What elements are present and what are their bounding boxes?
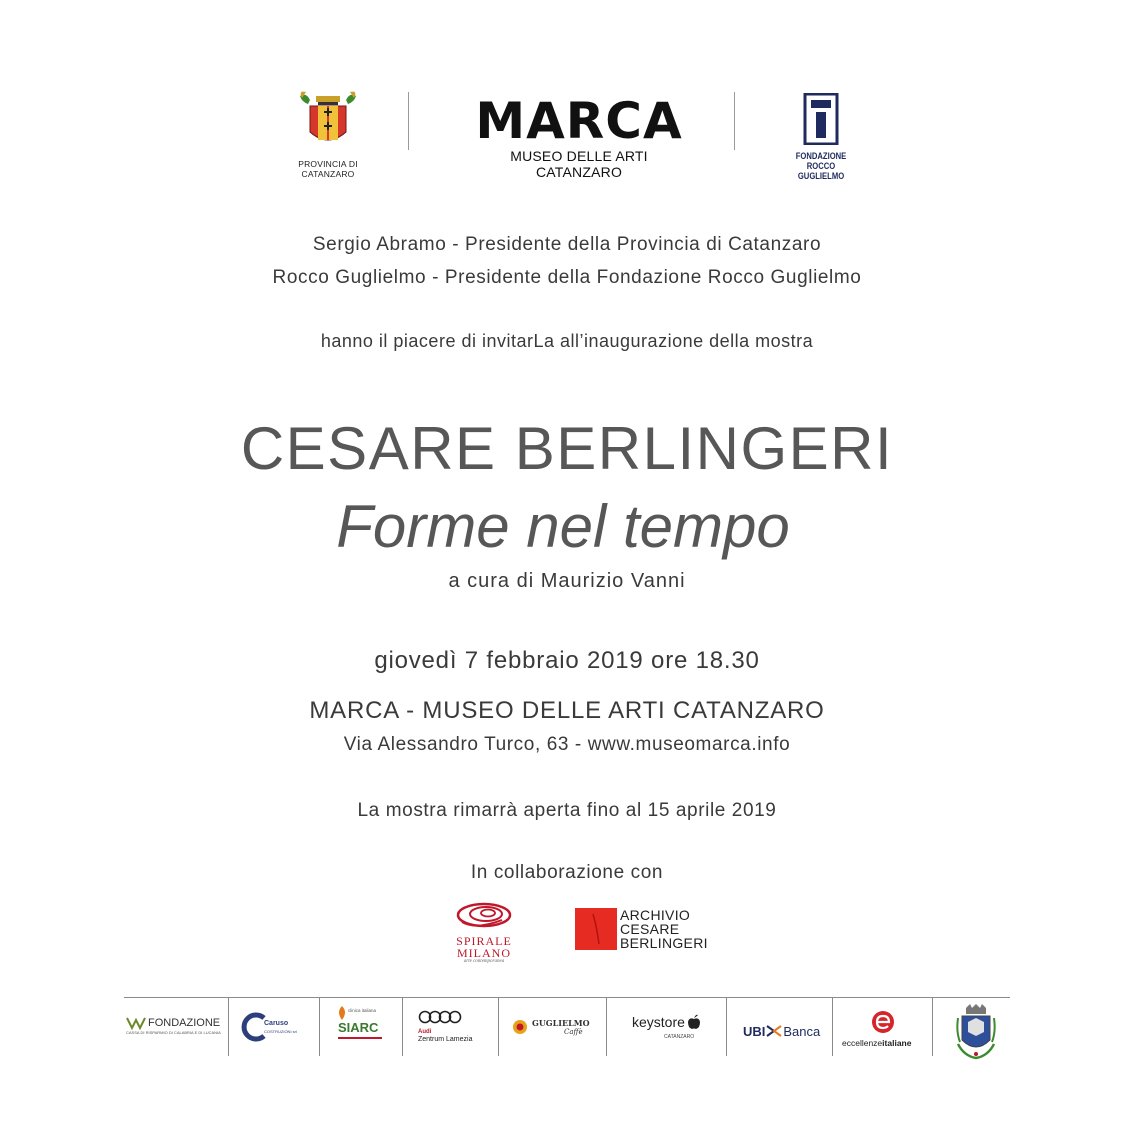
ubi-left: UBI (743, 1023, 766, 1039)
footer-separator (932, 998, 933, 1056)
sponsor-guglielmo-caffe (512, 1016, 598, 1042)
collaboration-label: In collaborazione con (470, 862, 664, 883)
carical-emblem-icon (126, 1016, 146, 1030)
fondazione-caption-line1: FONDAZIONE (795, 151, 847, 161)
artist-name: CESARE BERLINGERI (240, 415, 894, 482)
spirale-name: SPIRALE MILANO (456, 934, 512, 960)
apple-icon (687, 1014, 701, 1030)
spirale-tagline: arte contemporanea (463, 959, 505, 964)
spirale-swirl-icon (454, 900, 514, 930)
footer-separator (606, 998, 607, 1056)
fondazione-caption-line2: ROCCO GUGLIELMO (797, 161, 845, 181)
eccellenze-left: eccellenze (842, 1038, 883, 1048)
event-date-time: giovedì 7 febbraio 2019 ore 18.30 (374, 647, 760, 674)
siarc-name: SIARC (338, 1020, 379, 1035)
marca-subtitle: MUSEO DELLE ARTI CATANZARO (510, 148, 648, 180)
siarc-top: clinica italiana (348, 1008, 377, 1013)
provincia-logo (292, 90, 364, 180)
sponsor-ubi-banca (743, 1022, 827, 1040)
header-divider (408, 92, 409, 150)
venue-address: Via Alessandro Turco, 63 - www.museomarca.info (343, 734, 791, 755)
audi-line2: Zentrum Lamezia (418, 1036, 473, 1043)
fondazione-emblem-icon (786, 93, 856, 145)
archivio-line2: CESARE (620, 921, 680, 937)
sponsor-keystore (632, 1014, 722, 1048)
footer-separator (402, 998, 403, 1056)
guglielmo-sub: Caffè (564, 1028, 583, 1036)
siarc-flame-icon (336, 1006, 348, 1020)
spirale-milano-logo (434, 900, 534, 964)
carical-name: FONDAZIONE (148, 1017, 221, 1029)
archivio-line3: BERLINGERI (620, 935, 708, 951)
curator-line: a cura di Maurizio Vanni (448, 570, 686, 592)
sponsor-siarc (336, 1006, 386, 1042)
sponsor-fondazione-carical (126, 1016, 224, 1035)
sponsor-audi (418, 1010, 488, 1044)
guglielmo-circle-icon (512, 1019, 528, 1035)
venue-name: MARCA - MUSEO DELLE ARTI CATANZARO (309, 697, 825, 724)
siarc-underline (338, 1037, 382, 1039)
footer-separator (228, 998, 229, 1056)
comune-coat-of-arms (956, 1004, 996, 1060)
keystore-city: CATANZARO (664, 1034, 695, 1040)
president-line-2: Rocco Guglielmo - Presidente della Fondazione Rocco Guglielmo (272, 267, 862, 288)
fondazione-logo (786, 93, 856, 181)
keystore-name: keystore (632, 1014, 685, 1030)
provincia-caption-line2: CATANZARO (301, 169, 355, 179)
guglielmo-name: GUGLIELMO (532, 1018, 590, 1028)
marca-logo (474, 92, 684, 180)
ubi-arrows-icon (766, 1025, 782, 1037)
footer-divider-line (124, 997, 1010, 998)
provincia-caption-line1: PROVINCIA DI (298, 159, 358, 169)
archivio-line1: ARCHIVIO (620, 907, 691, 923)
footer-separator (726, 998, 727, 1056)
marca-logo-text: MARCA (475, 92, 683, 150)
invite-line: hanno il piacere di invitarLa all’inaugurazione della mostra (320, 331, 814, 351)
eccellenze-e-icon (870, 1010, 896, 1034)
provincia-coat-of-arms-icon (292, 90, 364, 150)
caruso-line1: Caruso (264, 1020, 289, 1027)
footer-separator (498, 998, 499, 1056)
caruso-c-icon (240, 1012, 270, 1042)
audi-line1: Audi (418, 1029, 432, 1035)
president-line-1: Sergio Abramo - Presidente della Provincia di Catanzaro (312, 234, 822, 255)
sponsor-eccellenze-italiane (840, 1010, 930, 1050)
carical-subtitle: CASSA DI RISPARMIO DI CALABRIA E DI LUCANIA (126, 1030, 221, 1035)
ubi-right: Banca (783, 1023, 821, 1039)
eccellenze-right: italiane (882, 1038, 912, 1048)
sponsor-caruso (240, 1012, 316, 1042)
header-divider (734, 92, 735, 150)
archivio-red-square-icon (575, 908, 617, 950)
closing-date-line: La mostra rimarrà aperta fino al 15 aprile 2019 (357, 800, 777, 821)
comune-crest-icon (956, 1004, 996, 1060)
audi-rings-icon (418, 1010, 462, 1024)
caruso-line2: COSTRUZIONI srl (264, 1029, 297, 1034)
exhibition-title: Forme nel tempo (336, 493, 790, 560)
footer-separator (832, 998, 833, 1056)
archivio-text (620, 908, 708, 950)
footer-separator (319, 998, 320, 1056)
